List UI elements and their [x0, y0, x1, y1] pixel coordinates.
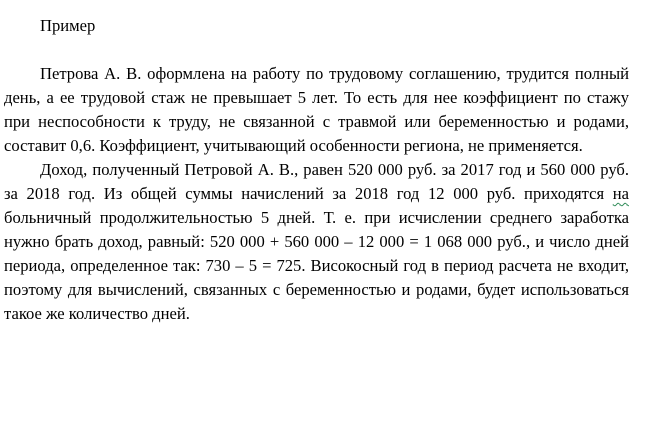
example-heading: Пример: [40, 16, 96, 35]
paragraph-income-text-end: больничный продолжительностью 5 дней. Т. е. при исчислении среднего заработка нужно брать доход, равный: 520 000 + 560 000 – 12 000 = 1 068 000 руб., и число дней периода, определенное так: 730 – 5 = 725. Високосный год в период расчета не входит, поэтому для вычислений, связанных с беременностью и родами, будет использоваться такое же количество дней.: [4, 208, 629, 323]
paragraph-income-calculation: [4, 158, 629, 326]
spellcheck-flagged-word[interactable]: на: [612, 184, 629, 203]
paragraph-income-text-start: Доход, полученный Петровой А. В., равен 520 000 руб. за 2017 год и 560 000 руб. за 2018 год. Из общей суммы начислений за 2018 год 12 000 руб. приходятся: [4, 160, 629, 203]
paragraph-employee-info: Петрова А. В. оформлена на работу по трудовому соглашению, трудится полный день, а ее трудовой стаж не превышает 5 лет. То есть для нее коэффициент по стажу при неспособности к труду, не связанной с травмой или беременностью и родами, составит 0,6. Коэффициент, учитывающий особенности региона, не применяется.: [4, 64, 629, 155]
